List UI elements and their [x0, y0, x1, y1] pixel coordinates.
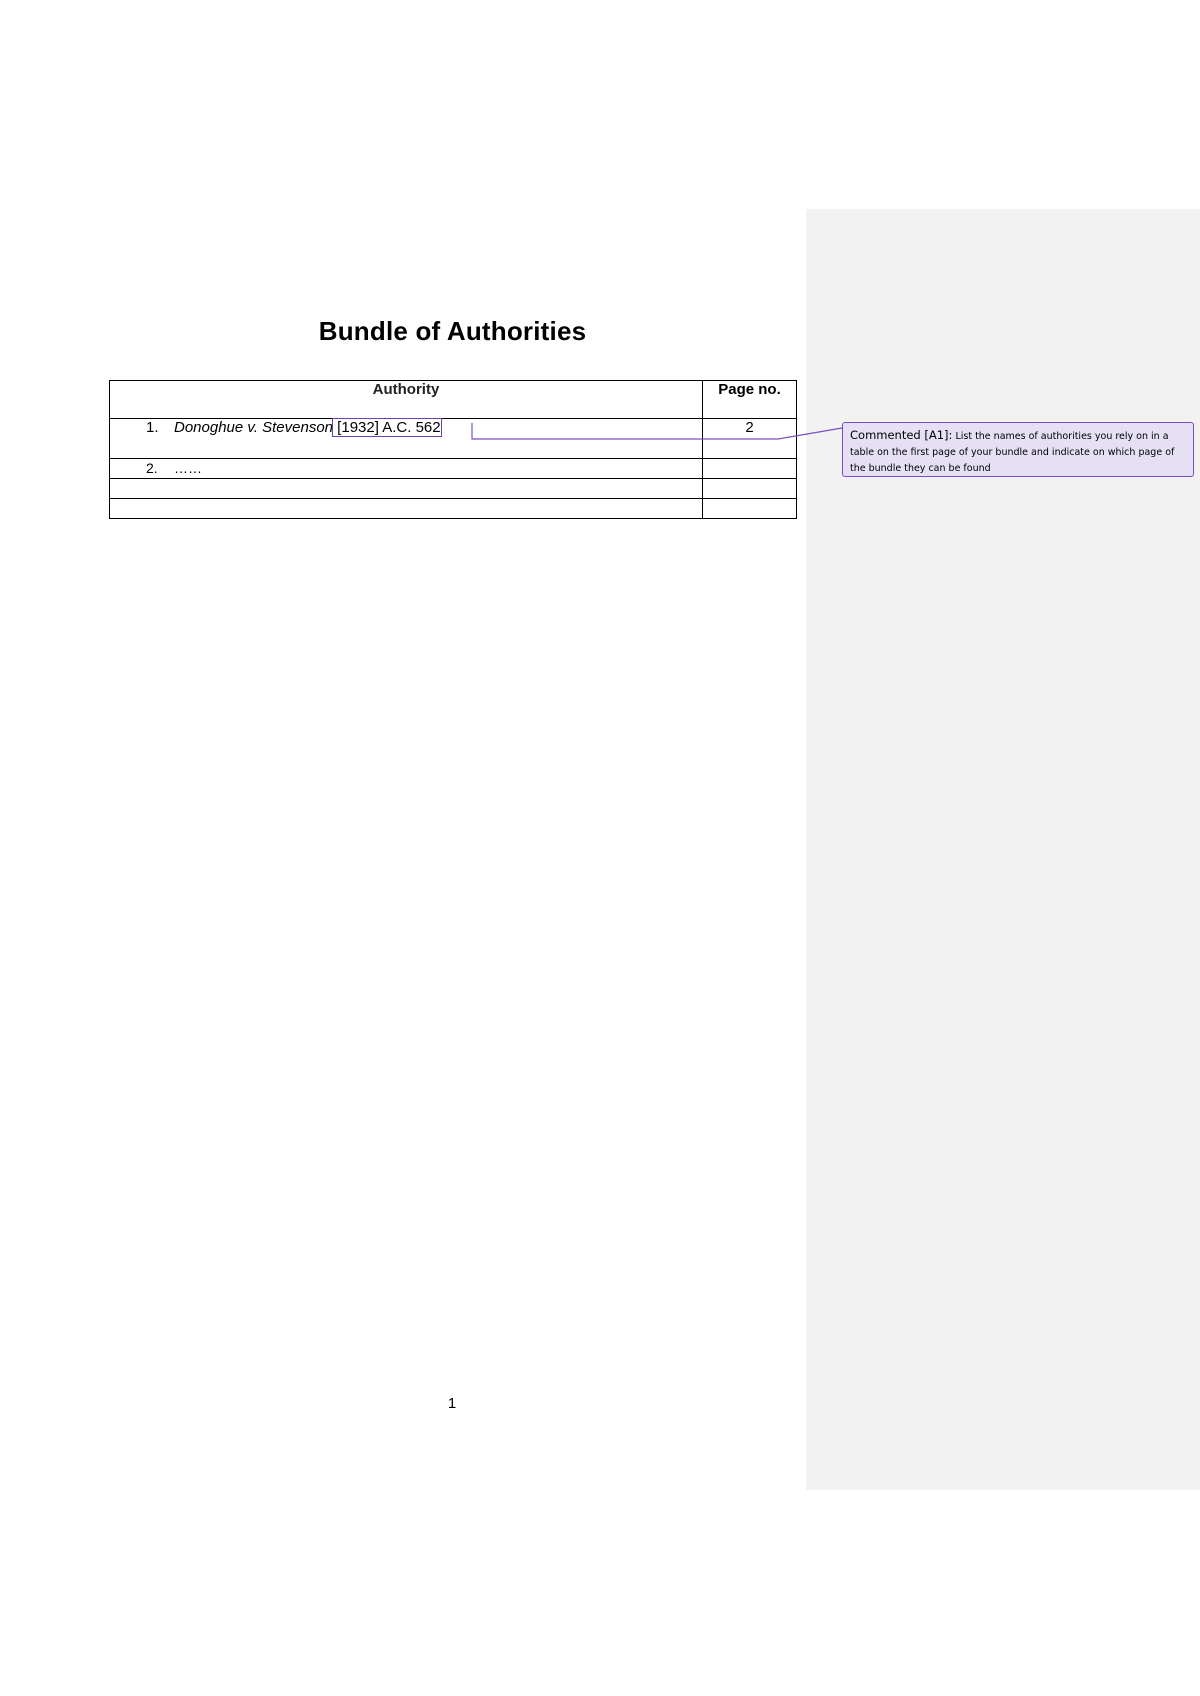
- page-cell[interactable]: [703, 499, 797, 519]
- authority-cell[interactable]: [110, 499, 703, 519]
- table-row: [110, 499, 797, 519]
- page-cell[interactable]: 2: [703, 419, 797, 459]
- list-number: 2.: [146, 460, 158, 476]
- table-row: [110, 479, 797, 499]
- authority-cell[interactable]: [110, 419, 703, 459]
- table-row: [110, 459, 797, 479]
- table-header-row: [110, 381, 797, 419]
- citation-commented-text[interactable]: [1932] A.C. 562: [333, 419, 441, 436]
- authorities-table: [109, 380, 797, 519]
- authority-cell[interactable]: [110, 459, 703, 479]
- header-authority: Authority: [110, 381, 703, 419]
- page-number: 1: [447, 1395, 457, 1412]
- placeholder-ellipsis: ……: [174, 460, 202, 476]
- case-name: Donoghue v. Stevenson: [174, 419, 334, 436]
- page-cell[interactable]: [703, 459, 797, 479]
- comment-markup-pane: [806, 209, 1200, 1490]
- comment-text: List the names of authorities you rely on in a table on the first page of your bundle and indicate on which page of the bundle they can be found: [850, 431, 1175, 474]
- header-page-no: Page no.: [703, 381, 797, 419]
- comment-label: Commented [A1]:: [850, 428, 953, 442]
- list-number: 1.: [146, 419, 159, 436]
- page-cell[interactable]: [703, 479, 797, 499]
- table-row: [110, 419, 797, 459]
- authority-cell[interactable]: [110, 479, 703, 499]
- document-title: Bundle of Authorities: [318, 316, 587, 346]
- comment-balloon[interactable]: [842, 422, 1194, 477]
